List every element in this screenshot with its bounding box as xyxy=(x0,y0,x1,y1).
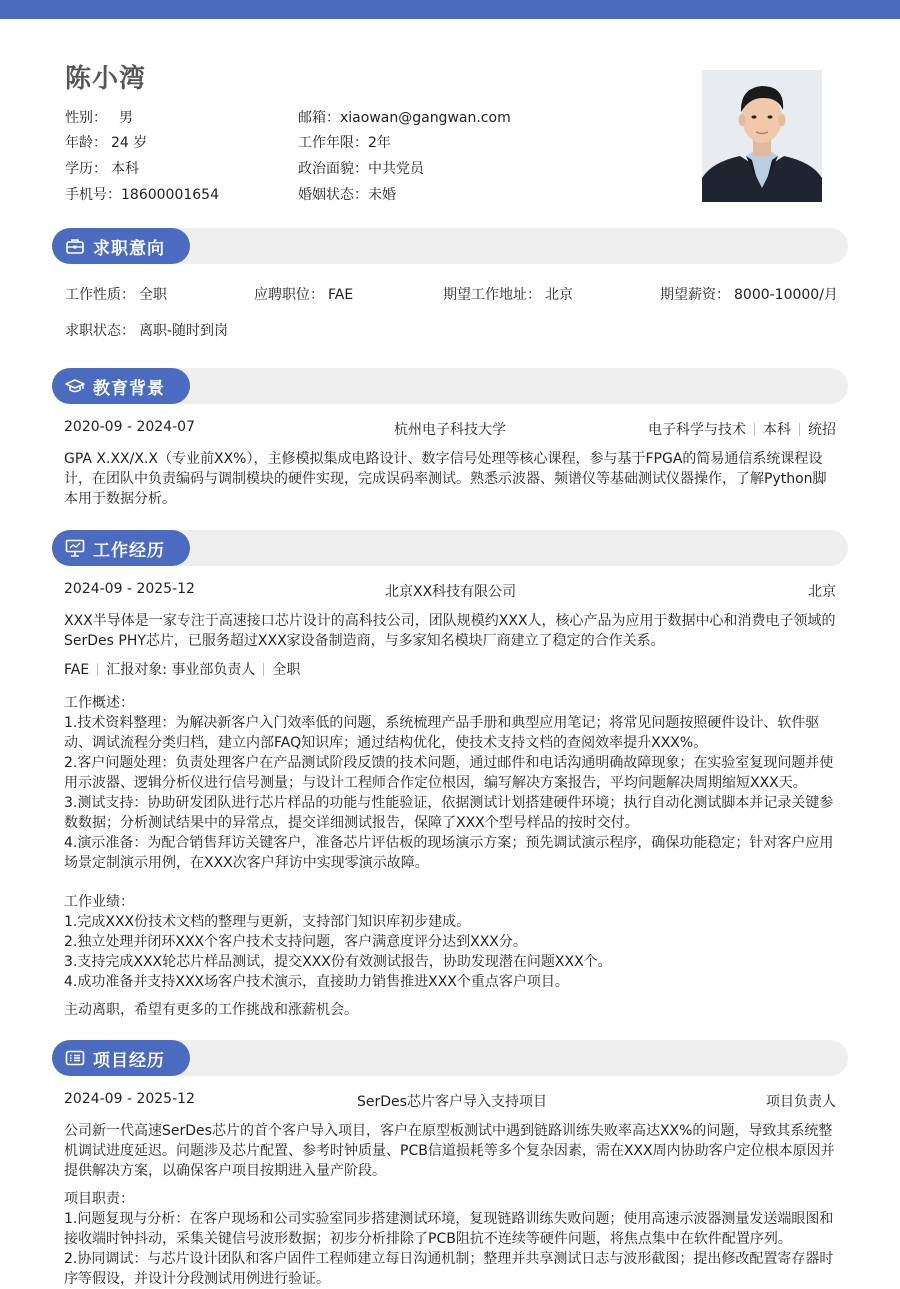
education-major: 电子科学与技术 xyxy=(648,422,746,438)
text-line: 提供解决方案，以确保客户项目按期进入量产阶段。 xyxy=(64,1163,386,1179)
text-line: 本用于数据分析。 xyxy=(64,491,176,507)
intention-status xyxy=(65,320,228,340)
section-title: 求职意向 xyxy=(93,238,165,259)
text-line: 2.协同调试：与芯片设计团队和客户固件工程师建立每日沟通机制；整理并共享测试日志与波形截图；提出修改配置寄存器时 xyxy=(64,1251,834,1267)
section-pill xyxy=(52,228,190,264)
education-field xyxy=(65,158,139,178)
section-title: 教育背景 xyxy=(93,378,165,399)
text-line: 2.客户问题处理：负责处理客户在产品测试阶段反馈的技术问题，通过邮件和电话沟通明确故障现象；在实验室复现问题并使 xyxy=(64,755,834,771)
education-meta xyxy=(648,419,836,439)
divider xyxy=(799,423,800,436)
education-degree: 本科 xyxy=(763,422,791,438)
project-name: SerDes芯片客户导入支持项目 xyxy=(357,1094,547,1110)
text-line: 公司新一代高速SerDes芯片的首个客户导入项目，客户在原型板测试中遇到链路训练失败率高达XX%的问题，导致其系统整 xyxy=(64,1123,833,1139)
education-value: 本科 xyxy=(111,161,139,177)
work-role: FAE xyxy=(64,662,90,678)
age-field xyxy=(65,132,147,152)
years-value: 2年 xyxy=(368,135,391,151)
gender-field xyxy=(65,107,133,127)
section-title: 工作经历 xyxy=(93,540,165,561)
intention-salary-value: 8000-10000/月 xyxy=(734,287,838,303)
top-accent-bar xyxy=(0,0,900,19)
political-label: 政治面貌： xyxy=(298,161,368,177)
achievements-title: 工作业绩： xyxy=(64,894,134,910)
candidate-name: 陈小湾 xyxy=(65,64,147,94)
intention-type xyxy=(65,284,167,304)
education-period: 2020-09 - 2024-07 xyxy=(64,419,195,435)
project-duties xyxy=(64,1189,836,1289)
project-description xyxy=(64,1121,836,1181)
education-description xyxy=(64,449,836,509)
intention-type-label: 工作性质： xyxy=(65,287,135,303)
text-line: 机调试进度延迟。问题涉及芯片配置、参考时钟质量、PCB信道损耗等多个复杂因素，需在XXX周内协助客户定位根本原因并 xyxy=(64,1143,835,1159)
intention-position xyxy=(254,284,353,304)
phone-field xyxy=(65,184,219,204)
email-label: 邮箱： xyxy=(298,110,340,126)
section-header-project xyxy=(52,1040,848,1076)
age-label: 年龄： xyxy=(65,135,107,151)
text-line: 动、调试流程分类归档，建立内部FAQ知识库；通过结构优化，使技术支持文档的查阅效率提升XXX%。 xyxy=(64,735,708,751)
section-pill xyxy=(52,368,190,404)
graduation-cap-icon xyxy=(65,376,85,396)
text-line: 场景定制演示用例，在XXX次客户拜访中实现零演示故障。 xyxy=(64,855,429,871)
intention-type-value: 全职 xyxy=(139,287,167,303)
leave-reason: 主动离职，希望有更多的工作挑战和涨薪机会。 xyxy=(64,1002,358,1018)
text-line: SerDes PHY芯片，已服务超过XXX家设备制造商，与多家知名模块厂商建立了稳定的合作关系。 xyxy=(64,633,665,649)
education-enrollment: 统招 xyxy=(808,422,836,438)
text-line: 接收端时钟抖动，采集关键信号波形数据；初步分析排除了PCB阻抗不连续等硬件问题，将焦点集中在软件配置序列。 xyxy=(64,1231,792,1247)
email-value: xiaowan@gangwan.com xyxy=(340,110,511,126)
presentation-board-icon xyxy=(65,538,85,558)
work-achievements xyxy=(64,892,836,992)
section-title: 项目经历 xyxy=(93,1050,165,1071)
text-line: 2.独立处理并闭环XXX个客户技术支持问题，客户满意度评分达到XXX分。 xyxy=(64,934,527,950)
work-job-type: 全职 xyxy=(272,662,301,678)
text-line: 序等假设，并设计分段测试用例进行验证。 xyxy=(64,1271,330,1287)
intention-status-value: 离职-随时到岗 xyxy=(139,323,229,339)
text-line: 3.支持完成XXX轮芯片样品测试，提交XXX份有效测试报告，协助发现潜在问题XXX个。 xyxy=(64,954,612,970)
intention-salary-label: 期望薪资： xyxy=(660,287,730,303)
list-icon xyxy=(65,1048,85,1068)
text-line: 用示波器、逻辑分析仪进行信号测量；与设计工程师合作定位根因，编写解决方案报告，平均问题解决周期缩短XXX天。 xyxy=(64,775,807,791)
phone-value: 18600001654 xyxy=(121,187,219,203)
divider xyxy=(97,663,98,676)
intention-location-label: 期望工作地址： xyxy=(443,287,541,303)
work-city: 北京 xyxy=(808,584,836,600)
text-line: 4.成功准备并支持XXX场客户技术演示，直接助力销售推进XXX个重点客户项目。 xyxy=(64,974,569,990)
political-value: 中共党员 xyxy=(368,161,424,177)
education-school: 杭州电子科技大学 xyxy=(394,422,506,438)
text-line: XXX半导体是一家专注于高速接口芯片设计的高科技公司，团队规模约XXX人，核心产品为应用于数据中心和消费电子领域的 xyxy=(64,613,836,629)
project-period: 2024-09 - 2025-12 xyxy=(64,1091,195,1107)
work-company: 北京XX科技有限公司 xyxy=(385,584,517,600)
email-field xyxy=(298,107,511,127)
company-description xyxy=(64,611,836,651)
divider xyxy=(263,663,264,676)
intention-status-label: 求职状态： xyxy=(65,323,135,339)
work-period: 2024-09 - 2025-12 xyxy=(64,581,195,597)
duties-title: 项目职责： xyxy=(64,1191,134,1207)
work-meta xyxy=(64,659,300,679)
marital-value: 未婚 xyxy=(368,187,396,203)
years-field xyxy=(298,132,391,152)
intention-position-label: 应聘职位： xyxy=(254,287,324,303)
marital-label: 婚姻状态： xyxy=(298,187,368,203)
age-value: 24 岁 xyxy=(111,135,148,151)
gender-label: 性别： xyxy=(65,110,107,126)
divider xyxy=(754,423,755,436)
text-line: GPA X.XX/X.X（专业前XX%），主修模拟集成电路设计、数字信号处理等核心课程，参与基于FPGA的简易通信系统课程设 xyxy=(64,451,823,467)
years-label: 工作年限： xyxy=(298,135,368,151)
text-line: 3.测试支持：协助研发团队进行芯片样品的功能与性能验证，依据测试计划搭建硬件环境；执行自动化测试脚本并记录关键参 xyxy=(64,795,834,811)
section-header-education xyxy=(52,368,848,404)
phone-label: 手机号： xyxy=(65,187,121,203)
political-field xyxy=(298,158,424,178)
work-report-to: 汇报对象: 事业部负责人 xyxy=(106,662,256,678)
work-overview xyxy=(64,693,836,873)
section-pill xyxy=(52,1040,190,1076)
overview-title: 工作概述： xyxy=(64,695,134,711)
intention-location xyxy=(443,284,573,304)
gender-value: 男 xyxy=(119,110,133,126)
briefcase-icon xyxy=(65,236,85,256)
education-label: 学历： xyxy=(65,161,107,177)
project-role: 项目负责人 xyxy=(766,1094,836,1110)
intention-position-value: FAE xyxy=(328,287,354,303)
intention-salary xyxy=(660,284,838,304)
text-line: 计，在团队中负责编码与调制模块的硬件实现，完成误码率测试。熟悉示波器、频谱仪等基础测试仪器操作，了解Python脚 xyxy=(64,471,827,487)
text-line: 1.完成XXX份技术文档的整理与更新，支持部门知识库初步建成。 xyxy=(64,914,471,930)
intention-location-value: 北京 xyxy=(545,287,573,303)
text-line: 4.演示准备：为配合销售拜访关键客户，准备芯片评估板的现场演示方案；预先调试演示程序，确保功能稳定；针对客户应用 xyxy=(64,835,834,851)
marital-field xyxy=(298,184,396,204)
text-line: 数数据；分析测试结果中的异常点，提交详细测试报告，保障了XXX个型号样品的按时交付。 xyxy=(64,815,639,831)
section-header-intention xyxy=(52,228,848,264)
section-pill xyxy=(52,530,190,566)
profile-photo xyxy=(702,70,822,202)
section-header-work xyxy=(52,530,848,566)
text-line: 1.技术资料整理：为解决新客户入门效率低的问题，系统梳理产品手册和典型应用笔记；将常见问题按照硬件设计、软件驱 xyxy=(64,715,820,731)
text-line: 1.问题复现与分析：在客户现场和公司实验室同步搭建测试环境，复现链路训练失败问题；使用高速示波器测量发送端眼图和 xyxy=(64,1211,834,1227)
